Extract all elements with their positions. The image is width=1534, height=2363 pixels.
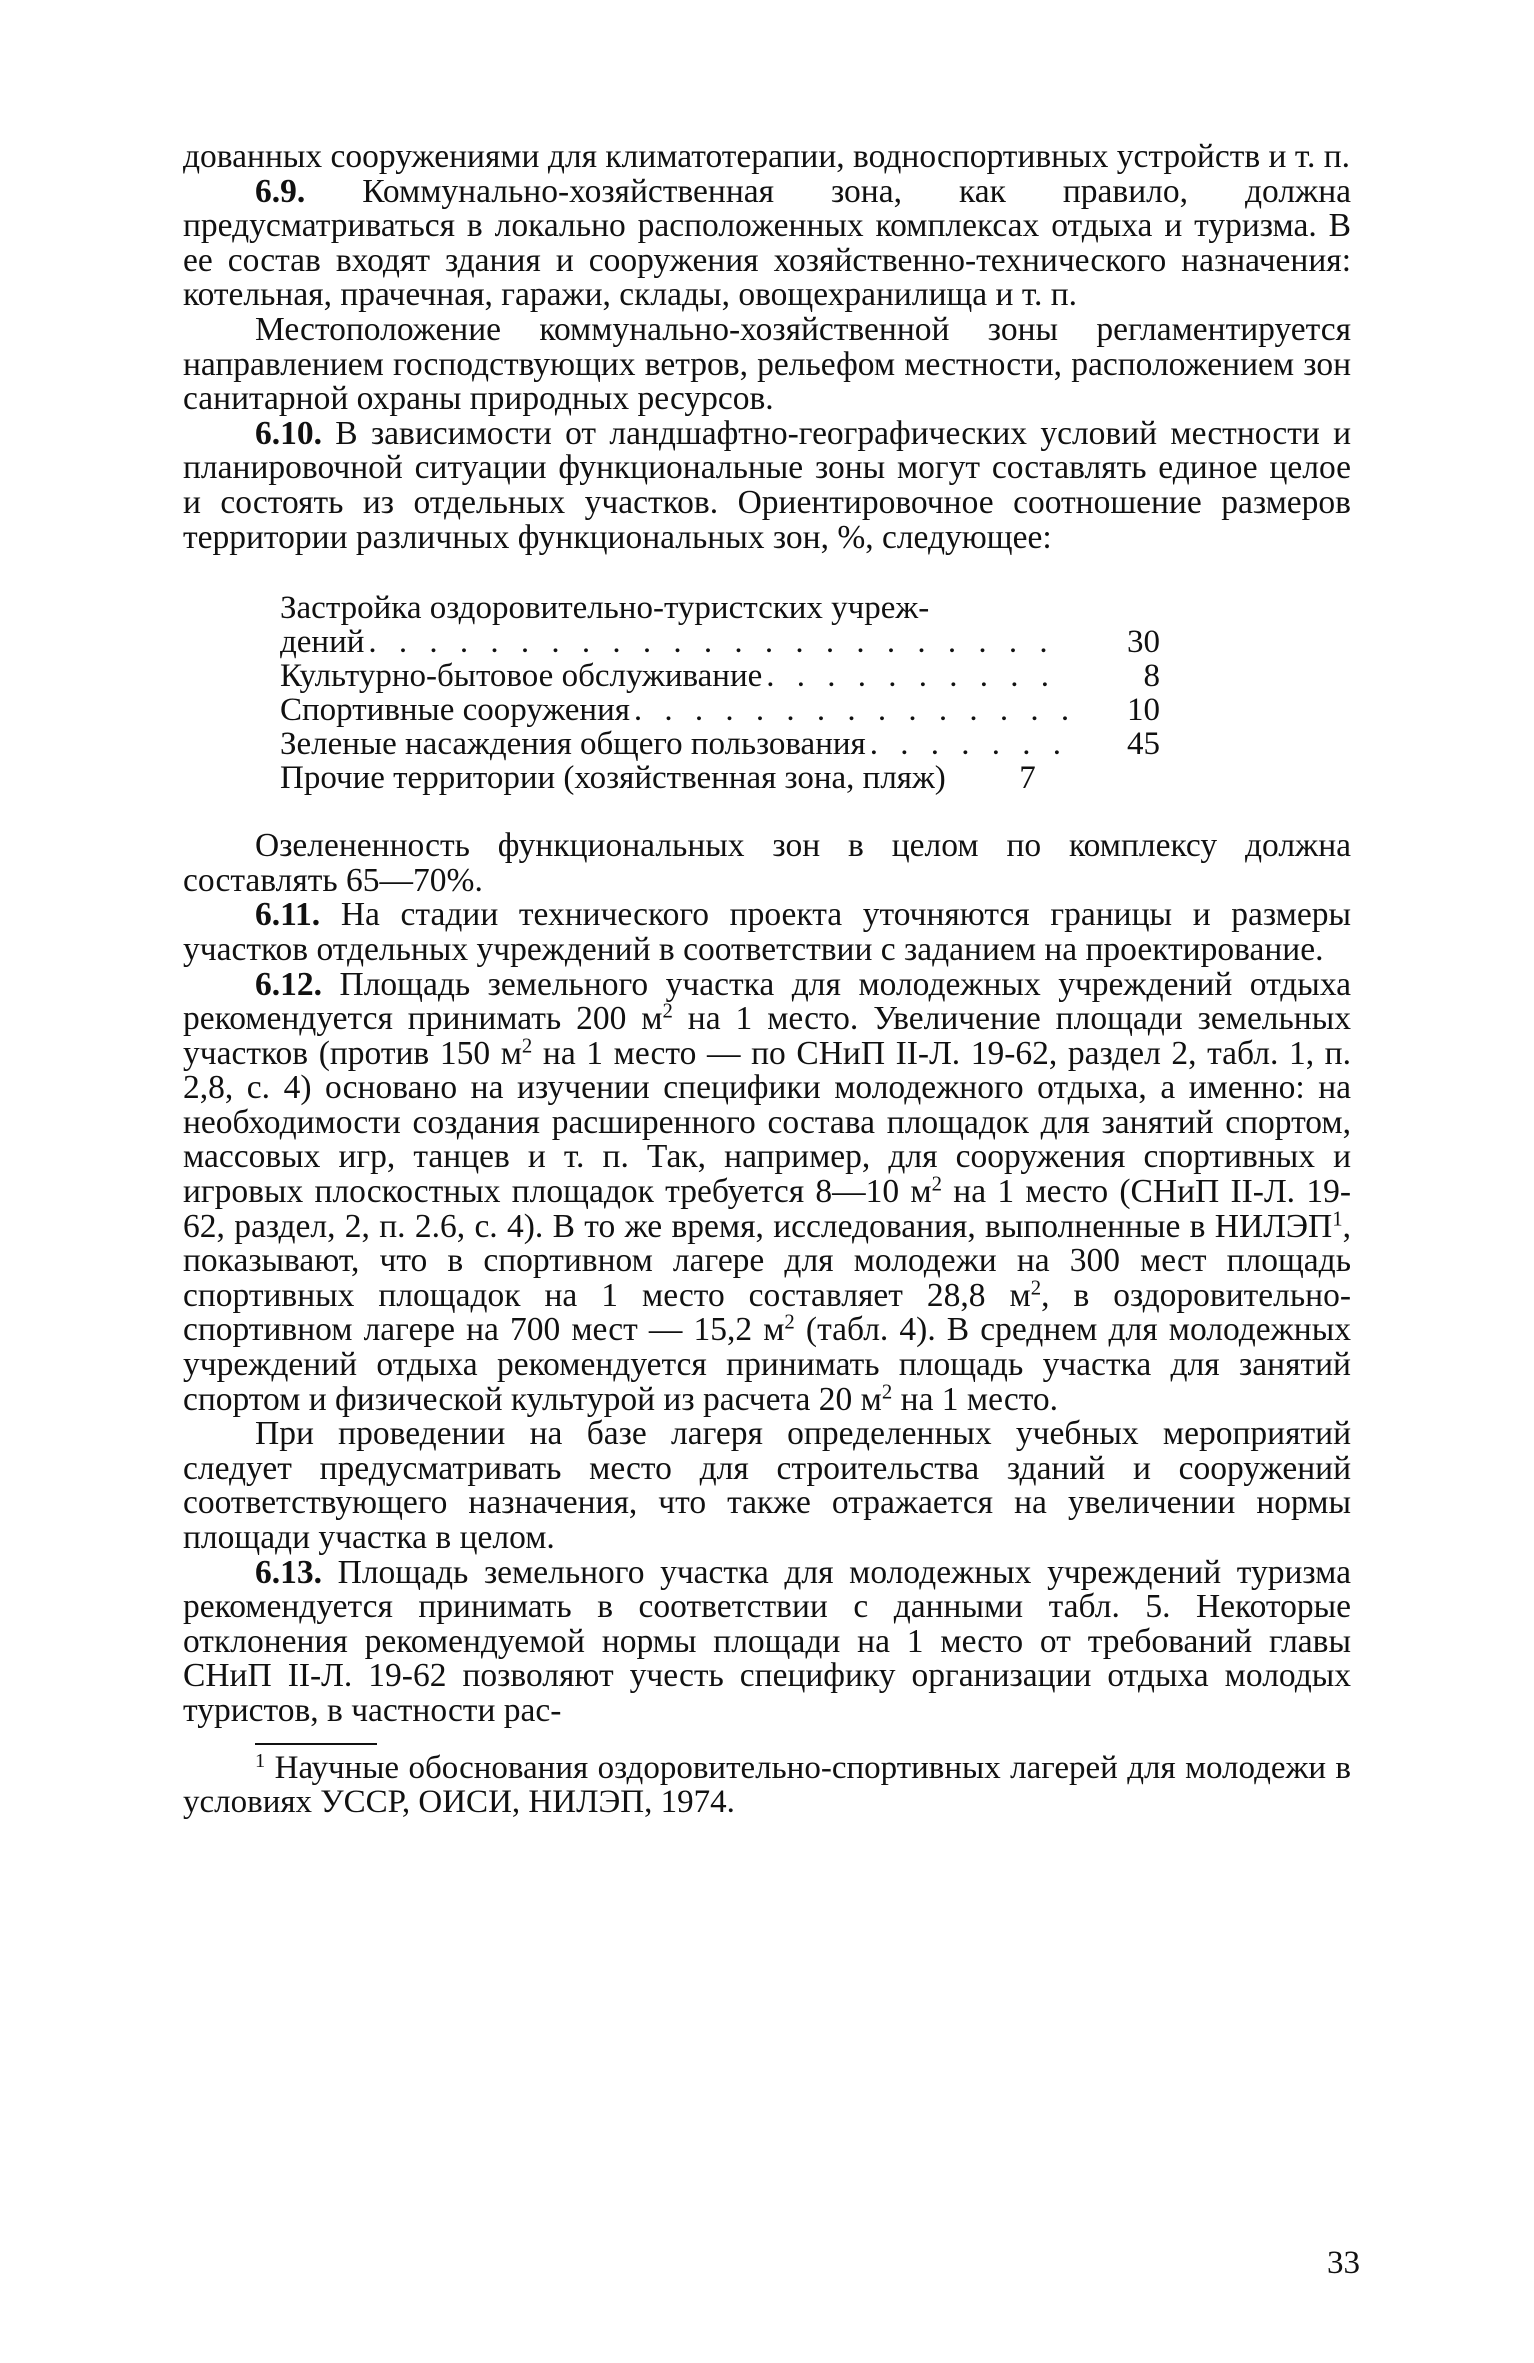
section-number: 6.12. [255, 965, 322, 1003]
section-number: 6.11. [255, 896, 321, 934]
superscript: 2 [1030, 1276, 1042, 1300]
superscript: 2 [881, 1380, 893, 1404]
footnote-marker: 1 [255, 1749, 266, 1772]
paragraph-6-9: 6.9. Коммунально-хозяйственная зона, как правило, должна предусматриваться в локально расположенных комплексах отдыха и туризма. В ее состав входят здания и сооружения хозяйственно-технического назначения: котельная, прачечная, гаражи, склады, овощехранилища и т. п. [183, 172, 1351, 314]
row-label: Застройка оздоровительно-туристских учреж- [280, 590, 930, 627]
row-value: 10 [1127, 692, 1160, 729]
page-number: 33 [1327, 2245, 1360, 2281]
footnote: $^1$ Научные обоснования оздоровительно-спортивных лагерей для молодежи в условиях УССР, ОИСИ, НИЛЭП, 1974. [183, 1749, 1351, 1820]
paragraph-continuation: дованных сооружениями для климатотерапии, водноспортивных устройств и т. п. [183, 138, 1351, 175]
row-label: Прочие территории (хозяйственная зона, пляж) [280, 760, 946, 797]
section-number: 6.13. [255, 1553, 322, 1591]
row-label: Спортивные сооружения [280, 692, 630, 729]
table-row [280, 693, 1160, 727]
superscript: 2 [662, 999, 673, 1023]
leader-dots [630, 693, 1070, 727]
paragraph-6-10: 6.10. В зависимости от ландшафтно-географических условий местности и планировочной ситуации функциональные зоны могут составлять единое целое и состоять из отдельных участков. Ориентировочное соотношение размеров территории различных функциональных зон, %, следующее: [183, 414, 1351, 556]
row-value: 8 [1143, 658, 1160, 695]
row-label: дений [280, 624, 365, 661]
footnote-marker: 1 [1332, 1207, 1343, 1231]
table-row [280, 659, 1160, 693]
footnote-divider [255, 1743, 377, 1745]
superscript: 2 [931, 1172, 943, 1196]
table-row-header-line [280, 591, 1160, 625]
row-value: 45 [1127, 726, 1160, 763]
paragraph-6-13: 6.13. Площадь земельного участка для молодежных учреждений туризма рекомендуется принимать в соответствии с данными табл. 5. Некоторые отклонения рекомендуемой нормы площади на 1 место от требований главы СНиП II-Л. 19-62 позволяют учесть специфику организации отдыха молодых туристов, в частности рас- [183, 1553, 1351, 1729]
table-row [280, 761, 1160, 795]
paragraph-6-11: 6.11. На стадии технического проекта уточняются границы и размеры участков отдельных учреждений в соответствии с заданием на проектирование. [183, 896, 1351, 968]
leader-dots [762, 659, 1070, 693]
paragraph-6-12: 6.12. Площадь земельного участка для молодежных учреждений отдыха рекомендуется принимать 200 $м^2$ на 1 место. Увеличение площади земельных участков (против 150 $м^2$ на 1 место — по СНиП II-Л. 19-62, раздел 2, табл. 1, п. 2,8, с. 4) основано на изучении специфики молодежного отдыха, а именно: на необходимости создания расширенного состава площадок для занятий спортом, массовых игр, танцев и т. п. Так, например, для сооружения спортивных и игровых плоскостных площадок требуется 8—10 $м^2$ на 1 место (СНиП II-Л. 19-62, раздел, 2, п. 2.6, с. 4). В то же время, исследования, выполненные в НИЛЭП$^1$, показывают, что в спортивном лагере для молодежи на 300 мест площадь спортивных площадок на 1 место составляет 28,8 $м^2$, в оздоровительно-спортивном лагере на 700 мест — 15,2 $м^2$ (табл. 4). В среднем для молодежных учреждений отдыха рекомендуется принимать площадь участка для занятий спортом и физической культурой из расчета 20 $м^2$ на 1 место. [183, 965, 1351, 1418]
row-value: 7 [1019, 760, 1036, 797]
leader-dots [866, 727, 1070, 761]
leader-dots [364, 625, 1070, 659]
row-label: Культурно-бытовое обслуживание [280, 658, 763, 695]
table-row [280, 727, 1160, 761]
section-number: 6.9. [255, 172, 306, 210]
section-number: 6.10. [255, 414, 322, 452]
document-page [183, 140, 1351, 1819]
paragraph-greenery: Озелененность функциональных зон в целом по комплексу должна составлять 65—70%. [183, 827, 1351, 899]
superscript: 2 [521, 1034, 533, 1058]
row-label: Зеленые насаждения общего пользования [280, 726, 866, 763]
paragraph-location: Местоположение коммунально-хозяйственной зоны регламентируется направлением господствующих ветров, рельефом местности, расположением зон санитарной охраны природных ресурсов. [183, 310, 1351, 418]
paragraph-training: При проведении на базе лагеря определенных учебных мероприятий следует предусматривать место для строительства зданий и сооружений соответствующего назначения, что также отражается на увеличении нормы площади участка в целом. [183, 1415, 1351, 1556]
table-row [280, 625, 1160, 659]
superscript: 2 [784, 1311, 795, 1335]
row-value: 30 [1127, 624, 1160, 661]
zone-area-table [280, 591, 1160, 795]
